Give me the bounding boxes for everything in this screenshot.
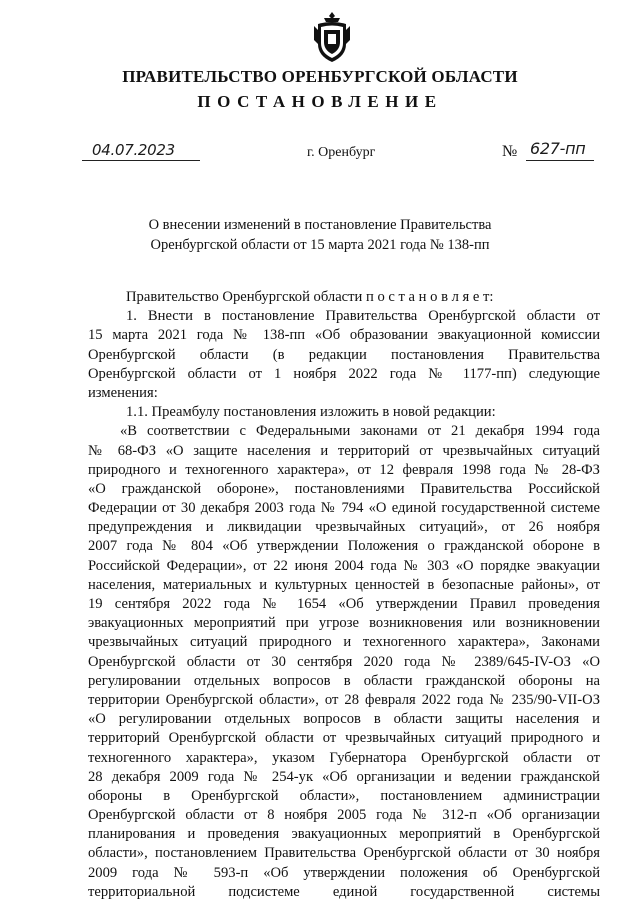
body-line: предупреждения и ликвидации чрезвычайных ситуаций», от 26 ноября xyxy=(88,519,600,536)
body-line: Правительство Оренбургской области п о с т а н о в л я е т: xyxy=(126,289,494,305)
body-line: области», постановлением Правительства Оренбургской области от 30 ноября xyxy=(88,845,600,862)
body-line: Федерации от 30 декабря 2003 года № 794 «О единой государственной системе xyxy=(88,500,600,517)
document-subject xyxy=(0,215,640,255)
body-line: Оренбургской области (в редакции постановления Правительства xyxy=(88,346,600,363)
body-line: «О регулировании отдельных вопросов в области защиты населения и xyxy=(88,711,600,728)
body-line: обороны в Оренбургской области», постановлением администрации xyxy=(88,787,600,804)
body-line: эвакуационных мероприятий при угрозе возникновения или возникновении xyxy=(88,615,600,632)
body-line: 1.1. Преамбулу постановления изложить в новой редакции: xyxy=(126,404,496,421)
body-line: территориальной подсистеме единой государственной системы xyxy=(88,883,600,900)
body-line: Оренбургской области от 30 сентября 2020 года № 2389/645-IV-ОЗ «О xyxy=(88,653,600,670)
body-line: «О гражданской обороне», постановлениями Правительства Российской xyxy=(88,480,600,497)
body-line: планирования и проведения эвакуационных мероприятий в Оренбургской xyxy=(88,826,600,843)
body-line: природного и техногенного характера», от 12 февраля 1998 года № 28-ФЗ xyxy=(88,461,600,478)
document-body xyxy=(88,288,600,902)
body-line: 19 сентября 2022 года № 1654 «Об утверждении Правил проведения xyxy=(88,596,600,612)
body-line: регулировании отдельных вопросов в области гражданской обороны на xyxy=(88,672,600,689)
body-line: техногенного характера», указом Губернатора Оренбургской области от xyxy=(88,749,600,766)
body-line: 2009 года № 593-п «Об утверждении положения об Оренбургской xyxy=(88,864,600,881)
document-number: 627-пп xyxy=(530,139,586,158)
body-line: 15 марта 2021 года № 138-пп «Об образовании эвакуационной комиссии xyxy=(88,327,600,344)
government-title: ПРАВИТЕЛЬСТВО ОРЕНБУРГСКОЙ ОБЛАСТИ xyxy=(122,67,518,86)
number-field xyxy=(500,139,600,163)
body-line: Оренбургской области от 8 ноября 2005 года № 312-п «Об организации xyxy=(88,807,600,824)
body-line: 1. Внести в постановление Правительства Оренбургской области от xyxy=(126,308,600,325)
subject-line: Оренбургской области от 15 марта 2021 года № 138-пп xyxy=(150,237,490,253)
body-line: 2007 года № 804 «Об утверждении Положения о гражданской обороне в xyxy=(88,538,600,555)
body-line: Российской Федерации», от 22 июня 2004 года № 303 «О порядке эвакуации xyxy=(88,557,600,574)
number-underline xyxy=(526,160,594,161)
number-sign: № xyxy=(502,143,518,160)
subject-line: О внесении изменений в постановление Правительства xyxy=(148,217,492,233)
body-line: 28 декабря 2009 года № 254-ук «Об организации и ведении гражданской xyxy=(88,768,600,785)
body-line: изменения: xyxy=(88,384,158,401)
body-line: «В соответствии с Федеральными законами от 21 декабря 1994 года xyxy=(120,423,600,440)
body-line: Оренбургской области от 1 ноября 2022 года № 1177-пп) следующие xyxy=(88,365,600,382)
body-line: чрезвычайных ситуаций природного и техногенного характера», Законами xyxy=(88,634,600,651)
body-line: № 68-ФЗ «О защите населения и территорий от чрезвычайных ситуаций xyxy=(88,442,600,459)
body-line: территорий Оренбургской области от чрезвычайных ситуаций природного и xyxy=(88,730,600,747)
body-line: территории Оренбургской области», от 28 февраля 2022 года № 235/90-VII-ОЗ xyxy=(88,691,600,708)
city-label: г. Оренбург xyxy=(307,145,376,160)
document-date: 04.07.2023 xyxy=(92,141,175,159)
date-field xyxy=(82,140,200,164)
date-underline xyxy=(82,160,200,161)
document-type-heading: ПОСТАНОВЛЕНИЕ xyxy=(197,92,443,111)
coat-of-arms-icon xyxy=(312,10,352,64)
body-line: населения, материальных и культурных ценностей в безопасные районы», от xyxy=(88,576,600,593)
